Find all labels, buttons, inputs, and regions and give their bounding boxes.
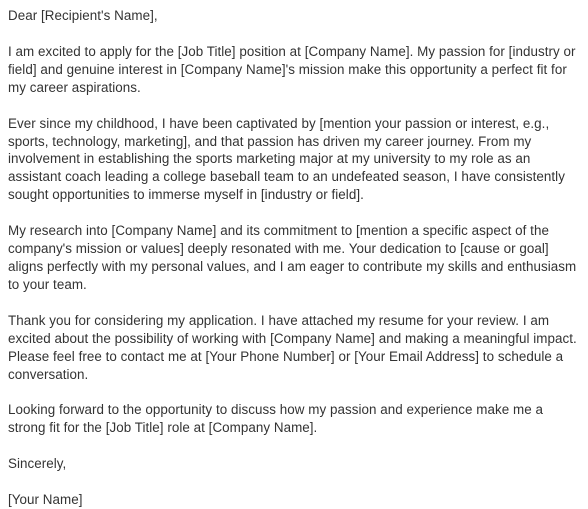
cover-letter xyxy=(8,7,580,509)
paragraph-research: My research into [Company Name] and its commitment to [mention a specific aspect of the company's mission or values] deeply resonated with me. Your dedication to [cause or goal] aligns perfectly with my personal values, and I am eager to contribute my skills and enthusiasm to your team. xyxy=(8,223,577,292)
closing: Sincerely, xyxy=(8,456,67,472)
paragraph-thanks: Thank you for considering my application. I have attached my resume for your review. I am excited about the possibility of working with [Company Name] and making a meaningful impact. Please feel free to contact me at [Your Phone Number] or [Your Email Address] to schedule a conversation. xyxy=(8,312,577,382)
signature: [Your Name] xyxy=(8,492,83,508)
paragraph-passion: Ever since my childhood, I have been captivated by [mention your passion or interest, e.g., sports, technology, marketing], and that passion has driven my career journey. From my involvement in establishing the sports marketing major at my university to my role as an assistant coach leading a college baseball team to an undefeated season, I have consistently sought opportunities to immerse myself in [industry or field]. xyxy=(8,115,565,203)
paragraph-intro: I am excited to apply for the [Job Title] position at [Company Name]. My passion for [industry or field] and genuine interest in [Company Name]'s mission make this opportunity a perfect fit for my career aspirations. xyxy=(8,43,576,95)
paragraph-closing-remark: Looking forward to the opportunity to discuss how my passion and experience make me a strong fit for the [Job Title] role at [Company Name]. xyxy=(8,402,543,436)
salutation: Dear [Recipient's Name], xyxy=(8,8,158,23)
